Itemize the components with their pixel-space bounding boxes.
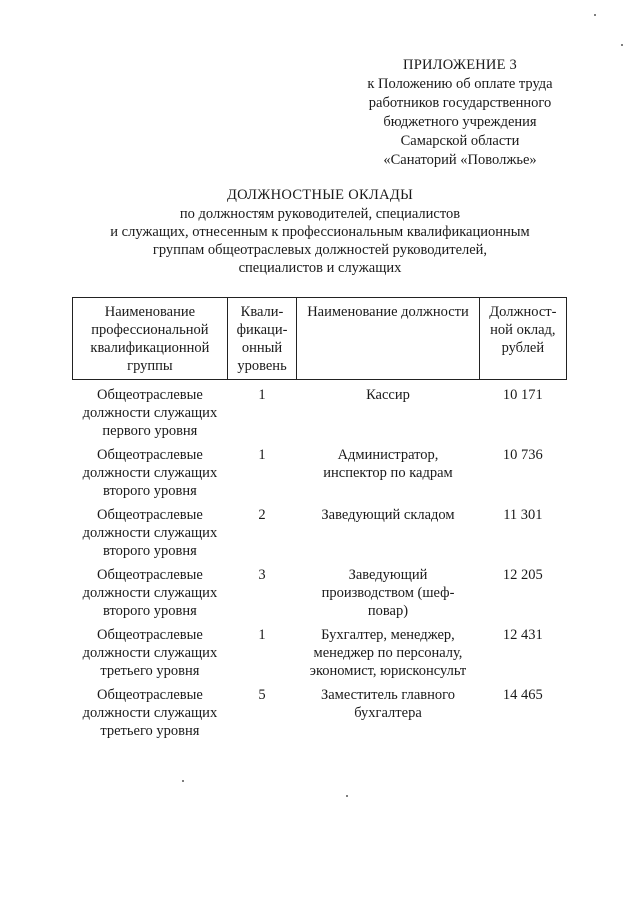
cell-line: Общеотраслевые — [96, 447, 203, 463]
cell-line: должности служащих — [82, 585, 218, 601]
title-line: по должностям руководителей, специалистов — [179, 206, 461, 222]
cell-line: менеджер по персоналу, — [313, 645, 463, 661]
cell-line: Бухгалтер, менеджер, — [321, 627, 455, 643]
cell-line: третьего уровня — [100, 723, 200, 739]
cell-group — [73, 686, 228, 746]
cell-line: должности служащих — [82, 705, 218, 721]
header-line: Должност- — [489, 304, 557, 320]
header-line: профессиональной — [91, 322, 209, 338]
header-line: ной оклад, — [490, 322, 556, 338]
appendix-block — [340, 56, 580, 170]
table-row — [73, 446, 567, 506]
title-line: группам общеотраслевых должностей руководителей, — [152, 242, 488, 258]
appendix-heading: ПРИЛОЖЕНИЕ 3 — [403, 57, 517, 73]
cell-salary: 14 465 — [502, 687, 543, 703]
cell-level: 1 — [258, 627, 266, 643]
cell-line: второго уровня — [102, 603, 197, 619]
cell-group — [73, 506, 228, 566]
appendix-line: бюджетного учреждения — [383, 114, 537, 130]
appendix-line: Самарской области — [400, 133, 520, 149]
title-main: ДОЛЖНОСТНЫЕ ОКЛАДЫ — [226, 187, 414, 203]
table-row — [73, 506, 567, 566]
cell-line: Общеотраслевые — [96, 687, 203, 703]
appendix-line: работников государственного — [368, 95, 552, 111]
cell-line: второго уровня — [102, 543, 197, 559]
cell-line: третьего уровня — [100, 663, 200, 679]
cell-line: повар) — [367, 603, 409, 619]
appendix-line: «Санаторий «Поволжье» — [383, 152, 537, 168]
table-row — [73, 626, 567, 686]
cell-salary: 10 171 — [502, 387, 543, 403]
cell-group — [73, 566, 228, 626]
cell-line: Администратор, — [337, 447, 439, 463]
cell-group — [73, 380, 228, 447]
cell-line: Кассир — [366, 387, 410, 403]
table-row — [73, 566, 567, 626]
table-row — [73, 380, 567, 447]
header-level — [227, 298, 296, 380]
header-salary — [479, 298, 566, 380]
appendix-line: к Положению об оплате труда — [367, 76, 553, 92]
title-line: и служащих, отнесенным к профессиональным квалификационным — [110, 224, 530, 240]
cell-line: Общеотраслевые — [96, 507, 203, 523]
header-line: фикаци- — [236, 322, 288, 338]
title-line: специалистов и служащих — [238, 260, 402, 276]
header-line: уровень — [237, 358, 287, 374]
header-group — [73, 298, 228, 380]
cell-line: должности служащих — [82, 645, 218, 661]
header-line: квалификационной — [90, 340, 210, 356]
cell-salary: 10 736 — [502, 447, 543, 463]
scan-speck — [346, 795, 348, 797]
cell-line: Заместитель главного — [320, 687, 455, 703]
cell-salary: 12 431 — [502, 627, 543, 643]
cell-line: Заведующий — [348, 567, 428, 583]
cell-line: экономист, юрисконсульт — [309, 663, 467, 679]
salary-table — [72, 297, 567, 746]
cell-line: Заведующий складом — [321, 507, 455, 523]
cell-position — [297, 626, 479, 686]
cell-position — [297, 380, 479, 447]
cell-line: должности служащих — [82, 405, 218, 421]
cell-line: должности служащих — [82, 525, 218, 541]
header-line: Наименование — [104, 304, 196, 320]
cell-line: первого уровня — [102, 423, 198, 439]
scan-speck — [182, 780, 184, 782]
cell-level: 5 — [258, 687, 266, 703]
cell-group — [73, 446, 228, 506]
cell-line: должности служащих — [82, 465, 218, 481]
cell-position — [297, 686, 479, 746]
cell-position — [297, 566, 479, 626]
cell-position — [297, 446, 479, 506]
cell-line: производством (шеф- — [321, 585, 455, 601]
cell-level: 3 — [258, 567, 266, 583]
cell-line: Общеотраслевые — [96, 567, 203, 583]
cell-line: второго уровня — [102, 483, 197, 499]
header-line: Наименование должности — [307, 304, 469, 320]
header-line: рублей — [501, 340, 545, 356]
cell-salary: 12 205 — [502, 567, 543, 583]
header-position — [297, 298, 479, 380]
header-line: Квали- — [240, 304, 284, 320]
cell-line: бухгалтера — [354, 705, 422, 721]
header-line: онный — [241, 340, 283, 356]
cell-level: 1 — [258, 447, 266, 463]
scan-speck — [594, 14, 596, 16]
cell-level: 1 — [258, 387, 266, 403]
scan-speck — [621, 44, 623, 46]
cell-salary: 11 301 — [503, 507, 543, 523]
cell-group — [73, 626, 228, 686]
document-title — [60, 186, 580, 277]
cell-level: 2 — [258, 507, 266, 523]
cell-line: инспектор по кадрам — [323, 465, 453, 481]
cell-line: Общеотраслевые — [96, 387, 203, 403]
header-line: группы — [127, 358, 173, 374]
cell-line: Общеотраслевые — [96, 627, 203, 643]
table-header-row — [73, 298, 567, 380]
cell-position — [297, 506, 479, 566]
table-row — [73, 686, 567, 746]
